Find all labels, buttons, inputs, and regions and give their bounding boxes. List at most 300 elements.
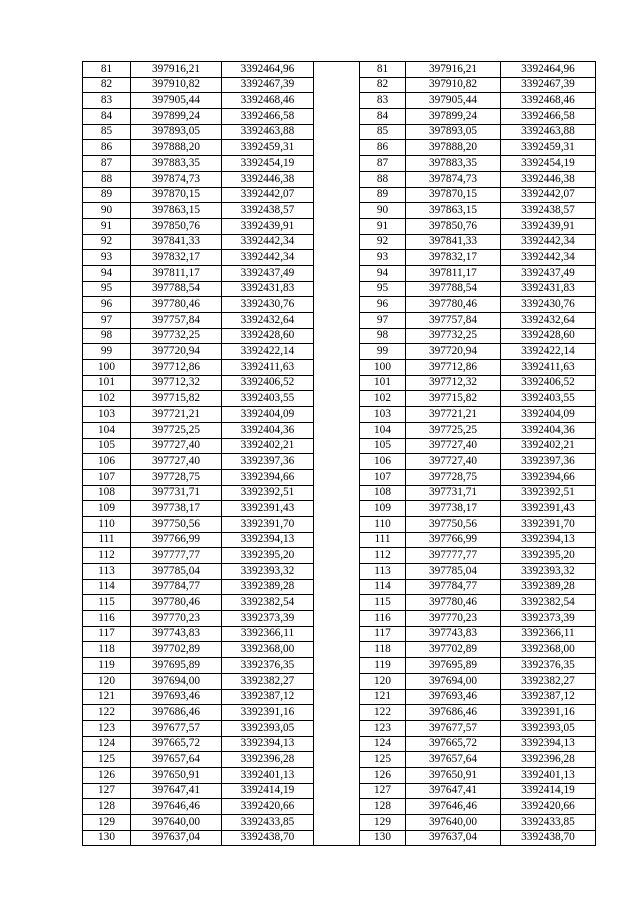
left-point-number-cell: 111 xyxy=(83,532,131,548)
left-x-coordinate-cell: 397657,64 xyxy=(131,752,222,768)
right-y-coordinate-cell: 3392438,57 xyxy=(501,203,596,219)
right-y-coordinate-cell: 3392459,31 xyxy=(501,140,596,156)
left-point-number-cell: 113 xyxy=(83,564,131,580)
right-y-coordinate-cell: 3392391,16 xyxy=(501,705,596,721)
table-row xyxy=(83,77,596,93)
left-y-coordinate-cell: 3392403,55 xyxy=(222,391,314,407)
right-y-coordinate-cell: 3392382,27 xyxy=(501,673,596,689)
column-gap xyxy=(314,77,360,93)
right-x-coordinate-cell: 397728,75 xyxy=(406,469,501,485)
left-y-coordinate-cell: 3392466,58 xyxy=(222,109,314,125)
column-gap xyxy=(314,548,360,564)
left-point-number-cell: 103 xyxy=(83,407,131,423)
left-point-number-cell: 104 xyxy=(83,422,131,438)
left-x-coordinate-cell: 397863,15 xyxy=(131,203,222,219)
right-point-number-cell: 105 xyxy=(360,438,406,454)
right-x-coordinate-cell: 397694,00 xyxy=(406,673,501,689)
column-gap xyxy=(314,469,360,485)
left-point-number-cell: 83 xyxy=(83,93,131,109)
right-x-coordinate-cell: 397874,73 xyxy=(406,171,501,187)
column-gap xyxy=(314,344,360,360)
right-point-number-cell: 120 xyxy=(360,673,406,689)
left-y-coordinate-cell: 3392404,36 xyxy=(222,422,314,438)
column-gap xyxy=(314,830,360,846)
right-x-coordinate-cell: 397788,54 xyxy=(406,281,501,297)
right-y-coordinate-cell: 3392368,00 xyxy=(501,642,596,658)
right-point-number-cell: 88 xyxy=(360,171,406,187)
column-gap xyxy=(314,595,360,611)
left-x-coordinate-cell: 397785,04 xyxy=(131,564,222,580)
right-y-coordinate-cell: 3392433,85 xyxy=(501,815,596,831)
table-row xyxy=(83,579,596,595)
right-y-coordinate-cell: 3392382,54 xyxy=(501,595,596,611)
right-point-number-cell: 127 xyxy=(360,783,406,799)
left-point-number-cell: 90 xyxy=(83,203,131,219)
table-row xyxy=(83,375,596,391)
right-y-coordinate-cell: 3392393,32 xyxy=(501,564,596,580)
right-y-coordinate-cell: 3392442,07 xyxy=(501,187,596,203)
right-x-coordinate-cell: 397731,71 xyxy=(406,485,501,501)
left-point-number-cell: 118 xyxy=(83,642,131,658)
table-row xyxy=(83,438,596,454)
right-x-coordinate-cell: 397712,86 xyxy=(406,360,501,376)
left-x-coordinate-cell: 397905,44 xyxy=(131,93,222,109)
right-y-coordinate-cell: 3392366,11 xyxy=(501,626,596,642)
table-row xyxy=(83,799,596,815)
right-point-number-cell: 92 xyxy=(360,234,406,250)
left-y-coordinate-cell: 3392387,12 xyxy=(222,689,314,705)
right-point-number-cell: 110 xyxy=(360,516,406,532)
column-gap xyxy=(314,815,360,831)
left-x-coordinate-cell: 397770,23 xyxy=(131,611,222,627)
table-row xyxy=(83,658,596,674)
right-point-number-cell: 111 xyxy=(360,532,406,548)
table-row xyxy=(83,720,596,736)
left-y-coordinate-cell: 3392438,70 xyxy=(222,830,314,846)
right-y-coordinate-cell: 3392431,83 xyxy=(501,281,596,297)
left-y-coordinate-cell: 3392382,27 xyxy=(222,673,314,689)
right-x-coordinate-cell: 397640,00 xyxy=(406,815,501,831)
left-point-number-cell: 99 xyxy=(83,344,131,360)
column-gap xyxy=(314,705,360,721)
left-x-coordinate-cell: 397712,86 xyxy=(131,360,222,376)
left-point-number-cell: 92 xyxy=(83,234,131,250)
right-y-coordinate-cell: 3392439,91 xyxy=(501,218,596,234)
column-gap xyxy=(314,752,360,768)
column-gap xyxy=(314,579,360,595)
left-point-number-cell: 101 xyxy=(83,375,131,391)
left-y-coordinate-cell: 3392454,19 xyxy=(222,156,314,172)
coordinates-table-body xyxy=(83,62,596,846)
left-y-coordinate-cell: 3392382,54 xyxy=(222,595,314,611)
left-y-coordinate-cell: 3392389,28 xyxy=(222,579,314,595)
left-y-coordinate-cell: 3392430,76 xyxy=(222,297,314,313)
right-y-coordinate-cell: 3392432,64 xyxy=(501,313,596,329)
column-gap xyxy=(314,485,360,501)
right-x-coordinate-cell: 397883,35 xyxy=(406,156,501,172)
column-gap xyxy=(314,124,360,140)
left-x-coordinate-cell: 397640,00 xyxy=(131,815,222,831)
table-row xyxy=(83,516,596,532)
left-y-coordinate-cell: 3392366,11 xyxy=(222,626,314,642)
right-x-coordinate-cell: 397712,32 xyxy=(406,375,501,391)
left-y-coordinate-cell: 3392402,21 xyxy=(222,438,314,454)
right-x-coordinate-cell: 397910,82 xyxy=(406,77,501,93)
table-row xyxy=(83,595,596,611)
left-point-number-cell: 108 xyxy=(83,485,131,501)
right-y-coordinate-cell: 3392422,14 xyxy=(501,344,596,360)
right-x-coordinate-cell: 397732,25 xyxy=(406,328,501,344)
left-x-coordinate-cell: 397647,41 xyxy=(131,783,222,799)
left-y-coordinate-cell: 3392468,46 xyxy=(222,93,314,109)
right-x-coordinate-cell: 397646,46 xyxy=(406,799,501,815)
right-x-coordinate-cell: 397721,21 xyxy=(406,407,501,423)
right-point-number-cell: 112 xyxy=(360,548,406,564)
right-point-number-cell: 96 xyxy=(360,297,406,313)
right-y-coordinate-cell: 3392430,76 xyxy=(501,297,596,313)
left-y-coordinate-cell: 3392373,39 xyxy=(222,611,314,627)
right-point-number-cell: 117 xyxy=(360,626,406,642)
right-point-number-cell: 90 xyxy=(360,203,406,219)
left-x-coordinate-cell: 397883,35 xyxy=(131,156,222,172)
left-point-number-cell: 81 xyxy=(83,62,131,78)
left-point-number-cell: 119 xyxy=(83,658,131,674)
left-y-coordinate-cell: 3392391,70 xyxy=(222,516,314,532)
left-x-coordinate-cell: 397910,82 xyxy=(131,77,222,93)
left-point-number-cell: 94 xyxy=(83,265,131,281)
left-point-number-cell: 129 xyxy=(83,815,131,831)
right-point-number-cell: 118 xyxy=(360,642,406,658)
left-x-coordinate-cell: 397870,15 xyxy=(131,187,222,203)
column-gap xyxy=(314,250,360,266)
left-x-coordinate-cell: 397780,46 xyxy=(131,595,222,611)
left-x-coordinate-cell: 397686,46 xyxy=(131,705,222,721)
right-x-coordinate-cell: 397905,44 xyxy=(406,93,501,109)
left-x-coordinate-cell: 397757,84 xyxy=(131,313,222,329)
left-x-coordinate-cell: 397650,91 xyxy=(131,767,222,783)
left-y-coordinate-cell: 3392406,52 xyxy=(222,375,314,391)
column-gap xyxy=(314,642,360,658)
right-point-number-cell: 83 xyxy=(360,93,406,109)
right-x-coordinate-cell: 397727,40 xyxy=(406,438,501,454)
column-gap xyxy=(314,501,360,517)
left-x-coordinate-cell: 397899,24 xyxy=(131,109,222,125)
right-x-coordinate-cell: 397743,83 xyxy=(406,626,501,642)
table-row xyxy=(83,297,596,313)
right-x-coordinate-cell: 397870,15 xyxy=(406,187,501,203)
column-gap xyxy=(314,93,360,109)
left-point-number-cell: 112 xyxy=(83,548,131,564)
left-point-number-cell: 88 xyxy=(83,171,131,187)
table-row xyxy=(83,705,596,721)
right-x-coordinate-cell: 397686,46 xyxy=(406,705,501,721)
table-row xyxy=(83,767,596,783)
left-x-coordinate-cell: 397694,00 xyxy=(131,673,222,689)
left-point-number-cell: 93 xyxy=(83,250,131,266)
left-y-coordinate-cell: 3392394,66 xyxy=(222,469,314,485)
left-y-coordinate-cell: 3392459,31 xyxy=(222,140,314,156)
left-y-coordinate-cell: 3392376,35 xyxy=(222,658,314,674)
left-x-coordinate-cell: 397728,75 xyxy=(131,469,222,485)
right-point-number-cell: 107 xyxy=(360,469,406,485)
left-y-coordinate-cell: 3392463,88 xyxy=(222,124,314,140)
right-point-number-cell: 130 xyxy=(360,830,406,846)
column-gap xyxy=(314,218,360,234)
right-x-coordinate-cell: 397637,04 xyxy=(406,830,501,846)
right-y-coordinate-cell: 3392395,20 xyxy=(501,548,596,564)
column-gap xyxy=(314,454,360,470)
right-point-number-cell: 129 xyxy=(360,815,406,831)
right-x-coordinate-cell: 397916,21 xyxy=(406,62,501,78)
right-x-coordinate-cell: 397785,04 xyxy=(406,564,501,580)
left-y-coordinate-cell: 3392397,36 xyxy=(222,454,314,470)
column-gap xyxy=(314,265,360,281)
table-row xyxy=(83,391,596,407)
left-x-coordinate-cell: 397712,32 xyxy=(131,375,222,391)
right-point-number-cell: 113 xyxy=(360,564,406,580)
column-gap xyxy=(314,422,360,438)
left-y-coordinate-cell: 3392392,51 xyxy=(222,485,314,501)
right-y-coordinate-cell: 3392464,96 xyxy=(501,62,596,78)
left-point-number-cell: 95 xyxy=(83,281,131,297)
right-x-coordinate-cell: 397757,84 xyxy=(406,313,501,329)
left-x-coordinate-cell: 397888,20 xyxy=(131,140,222,156)
left-y-coordinate-cell: 3392437,49 xyxy=(222,265,314,281)
left-point-number-cell: 120 xyxy=(83,673,131,689)
left-y-coordinate-cell: 3392394,13 xyxy=(222,532,314,548)
left-point-number-cell: 85 xyxy=(83,124,131,140)
right-y-coordinate-cell: 3392391,70 xyxy=(501,516,596,532)
left-x-coordinate-cell: 397665,72 xyxy=(131,736,222,752)
table-row xyxy=(83,109,596,125)
right-y-coordinate-cell: 3392376,35 xyxy=(501,658,596,674)
table-row xyxy=(83,642,596,658)
left-point-number-cell: 115 xyxy=(83,595,131,611)
right-y-coordinate-cell: 3392403,55 xyxy=(501,391,596,407)
right-y-coordinate-cell: 3392394,13 xyxy=(501,736,596,752)
right-point-number-cell: 101 xyxy=(360,375,406,391)
table-row xyxy=(83,752,596,768)
left-point-number-cell: 121 xyxy=(83,689,131,705)
table-row xyxy=(83,673,596,689)
left-point-number-cell: 91 xyxy=(83,218,131,234)
left-x-coordinate-cell: 397702,89 xyxy=(131,642,222,658)
table-row xyxy=(83,469,596,485)
left-y-coordinate-cell: 3392404,09 xyxy=(222,407,314,423)
left-x-coordinate-cell: 397727,40 xyxy=(131,454,222,470)
right-point-number-cell: 84 xyxy=(360,109,406,125)
left-x-coordinate-cell: 397738,17 xyxy=(131,501,222,517)
table-row xyxy=(83,407,596,423)
right-x-coordinate-cell: 397841,33 xyxy=(406,234,501,250)
table-row xyxy=(83,62,596,78)
column-gap xyxy=(314,375,360,391)
right-y-coordinate-cell: 3392454,19 xyxy=(501,156,596,172)
left-y-coordinate-cell: 3392428,60 xyxy=(222,328,314,344)
table-row xyxy=(83,736,596,752)
right-point-number-cell: 82 xyxy=(360,77,406,93)
right-y-coordinate-cell: 3392437,49 xyxy=(501,265,596,281)
right-x-coordinate-cell: 397677,57 xyxy=(406,720,501,736)
right-y-coordinate-cell: 3392442,34 xyxy=(501,234,596,250)
right-x-coordinate-cell: 397725,25 xyxy=(406,422,501,438)
right-point-number-cell: 126 xyxy=(360,767,406,783)
right-x-coordinate-cell: 397665,72 xyxy=(406,736,501,752)
column-gap xyxy=(314,532,360,548)
left-x-coordinate-cell: 397715,82 xyxy=(131,391,222,407)
left-x-coordinate-cell: 397850,76 xyxy=(131,218,222,234)
left-x-coordinate-cell: 397743,83 xyxy=(131,626,222,642)
column-gap xyxy=(314,171,360,187)
right-y-coordinate-cell: 3392420,66 xyxy=(501,799,596,815)
left-x-coordinate-cell: 397780,46 xyxy=(131,297,222,313)
column-gap xyxy=(314,767,360,783)
right-point-number-cell: 124 xyxy=(360,736,406,752)
right-y-coordinate-cell: 3392394,66 xyxy=(501,469,596,485)
left-point-number-cell: 127 xyxy=(83,783,131,799)
left-x-coordinate-cell: 397646,46 xyxy=(131,799,222,815)
right-point-number-cell: 104 xyxy=(360,422,406,438)
left-y-coordinate-cell: 3392442,34 xyxy=(222,250,314,266)
left-point-number-cell: 84 xyxy=(83,109,131,125)
right-y-coordinate-cell: 3392387,12 xyxy=(501,689,596,705)
left-point-number-cell: 117 xyxy=(83,626,131,642)
left-x-coordinate-cell: 397750,56 xyxy=(131,516,222,532)
right-y-coordinate-cell: 3392404,09 xyxy=(501,407,596,423)
right-point-number-cell: 106 xyxy=(360,454,406,470)
right-y-coordinate-cell: 3392401,13 xyxy=(501,767,596,783)
left-x-coordinate-cell: 397693,46 xyxy=(131,689,222,705)
left-x-coordinate-cell: 397874,73 xyxy=(131,171,222,187)
column-gap xyxy=(314,187,360,203)
right-y-coordinate-cell: 3392446,38 xyxy=(501,171,596,187)
column-gap xyxy=(314,673,360,689)
left-x-coordinate-cell: 397811,17 xyxy=(131,265,222,281)
left-point-number-cell: 116 xyxy=(83,611,131,627)
right-point-number-cell: 121 xyxy=(360,689,406,705)
left-y-coordinate-cell: 3392439,91 xyxy=(222,218,314,234)
left-y-coordinate-cell: 3392414,19 xyxy=(222,783,314,799)
right-x-coordinate-cell: 397657,64 xyxy=(406,752,501,768)
right-y-coordinate-cell: 3392397,36 xyxy=(501,454,596,470)
table-row xyxy=(83,548,596,564)
table-row xyxy=(83,156,596,172)
left-x-coordinate-cell: 397677,57 xyxy=(131,720,222,736)
table-row xyxy=(83,501,596,517)
right-point-number-cell: 115 xyxy=(360,595,406,611)
right-y-coordinate-cell: 3392402,21 xyxy=(501,438,596,454)
right-y-coordinate-cell: 3392393,05 xyxy=(501,720,596,736)
column-gap xyxy=(314,203,360,219)
right-x-coordinate-cell: 397650,91 xyxy=(406,767,501,783)
right-point-number-cell: 114 xyxy=(360,579,406,595)
left-y-coordinate-cell: 3392395,20 xyxy=(222,548,314,564)
left-y-coordinate-cell: 3392393,05 xyxy=(222,720,314,736)
left-point-number-cell: 97 xyxy=(83,313,131,329)
table-row xyxy=(83,815,596,831)
column-gap xyxy=(314,156,360,172)
right-x-coordinate-cell: 397766,99 xyxy=(406,532,501,548)
right-y-coordinate-cell: 3392463,88 xyxy=(501,124,596,140)
column-gap xyxy=(314,297,360,313)
table-row xyxy=(83,124,596,140)
right-x-coordinate-cell: 397899,24 xyxy=(406,109,501,125)
right-point-number-cell: 97 xyxy=(360,313,406,329)
left-x-coordinate-cell: 397720,94 xyxy=(131,344,222,360)
right-y-coordinate-cell: 3392396,28 xyxy=(501,752,596,768)
right-x-coordinate-cell: 397727,40 xyxy=(406,454,501,470)
right-point-number-cell: 119 xyxy=(360,658,406,674)
left-y-coordinate-cell: 3392442,34 xyxy=(222,234,314,250)
table-row xyxy=(83,454,596,470)
left-y-coordinate-cell: 3392433,85 xyxy=(222,815,314,831)
table-row xyxy=(83,783,596,799)
right-x-coordinate-cell: 397832,17 xyxy=(406,250,501,266)
right-y-coordinate-cell: 3392389,28 xyxy=(501,579,596,595)
table-row xyxy=(83,171,596,187)
right-point-number-cell: 91 xyxy=(360,218,406,234)
right-x-coordinate-cell: 397893,05 xyxy=(406,124,501,140)
left-x-coordinate-cell: 397731,71 xyxy=(131,485,222,501)
left-point-number-cell: 89 xyxy=(83,187,131,203)
left-point-number-cell: 96 xyxy=(83,297,131,313)
right-x-coordinate-cell: 397693,46 xyxy=(406,689,501,705)
table-row xyxy=(83,281,596,297)
left-point-number-cell: 109 xyxy=(83,501,131,517)
right-point-number-cell: 85 xyxy=(360,124,406,140)
column-gap xyxy=(314,611,360,627)
left-x-coordinate-cell: 397784,77 xyxy=(131,579,222,595)
column-gap xyxy=(314,564,360,580)
left-point-number-cell: 100 xyxy=(83,360,131,376)
right-y-coordinate-cell: 3392428,60 xyxy=(501,328,596,344)
left-x-coordinate-cell: 397721,21 xyxy=(131,407,222,423)
column-gap xyxy=(314,736,360,752)
left-x-coordinate-cell: 397732,25 xyxy=(131,328,222,344)
right-y-coordinate-cell: 3392442,34 xyxy=(501,250,596,266)
left-x-coordinate-cell: 397637,04 xyxy=(131,830,222,846)
left-y-coordinate-cell: 3392467,39 xyxy=(222,77,314,93)
right-point-number-cell: 109 xyxy=(360,501,406,517)
left-point-number-cell: 130 xyxy=(83,830,131,846)
left-y-coordinate-cell: 3392391,43 xyxy=(222,501,314,517)
table-row xyxy=(83,830,596,846)
left-y-coordinate-cell: 3392394,13 xyxy=(222,736,314,752)
column-gap xyxy=(314,720,360,736)
right-x-coordinate-cell: 397784,77 xyxy=(406,579,501,595)
column-gap xyxy=(314,658,360,674)
left-x-coordinate-cell: 397725,25 xyxy=(131,422,222,438)
left-point-number-cell: 98 xyxy=(83,328,131,344)
left-y-coordinate-cell: 3392438,57 xyxy=(222,203,314,219)
column-gap xyxy=(314,689,360,705)
left-x-coordinate-cell: 397893,05 xyxy=(131,124,222,140)
left-point-number-cell: 123 xyxy=(83,720,131,736)
column-gap xyxy=(314,391,360,407)
right-point-number-cell: 98 xyxy=(360,328,406,344)
table-row xyxy=(83,313,596,329)
right-y-coordinate-cell: 3392404,36 xyxy=(501,422,596,438)
right-x-coordinate-cell: 397702,89 xyxy=(406,642,501,658)
right-x-coordinate-cell: 397720,94 xyxy=(406,344,501,360)
right-x-coordinate-cell: 397738,17 xyxy=(406,501,501,517)
right-y-coordinate-cell: 3392466,58 xyxy=(501,109,596,125)
column-gap xyxy=(314,328,360,344)
right-point-number-cell: 89 xyxy=(360,187,406,203)
table-row xyxy=(83,250,596,266)
right-point-number-cell: 102 xyxy=(360,391,406,407)
left-x-coordinate-cell: 397766,99 xyxy=(131,532,222,548)
